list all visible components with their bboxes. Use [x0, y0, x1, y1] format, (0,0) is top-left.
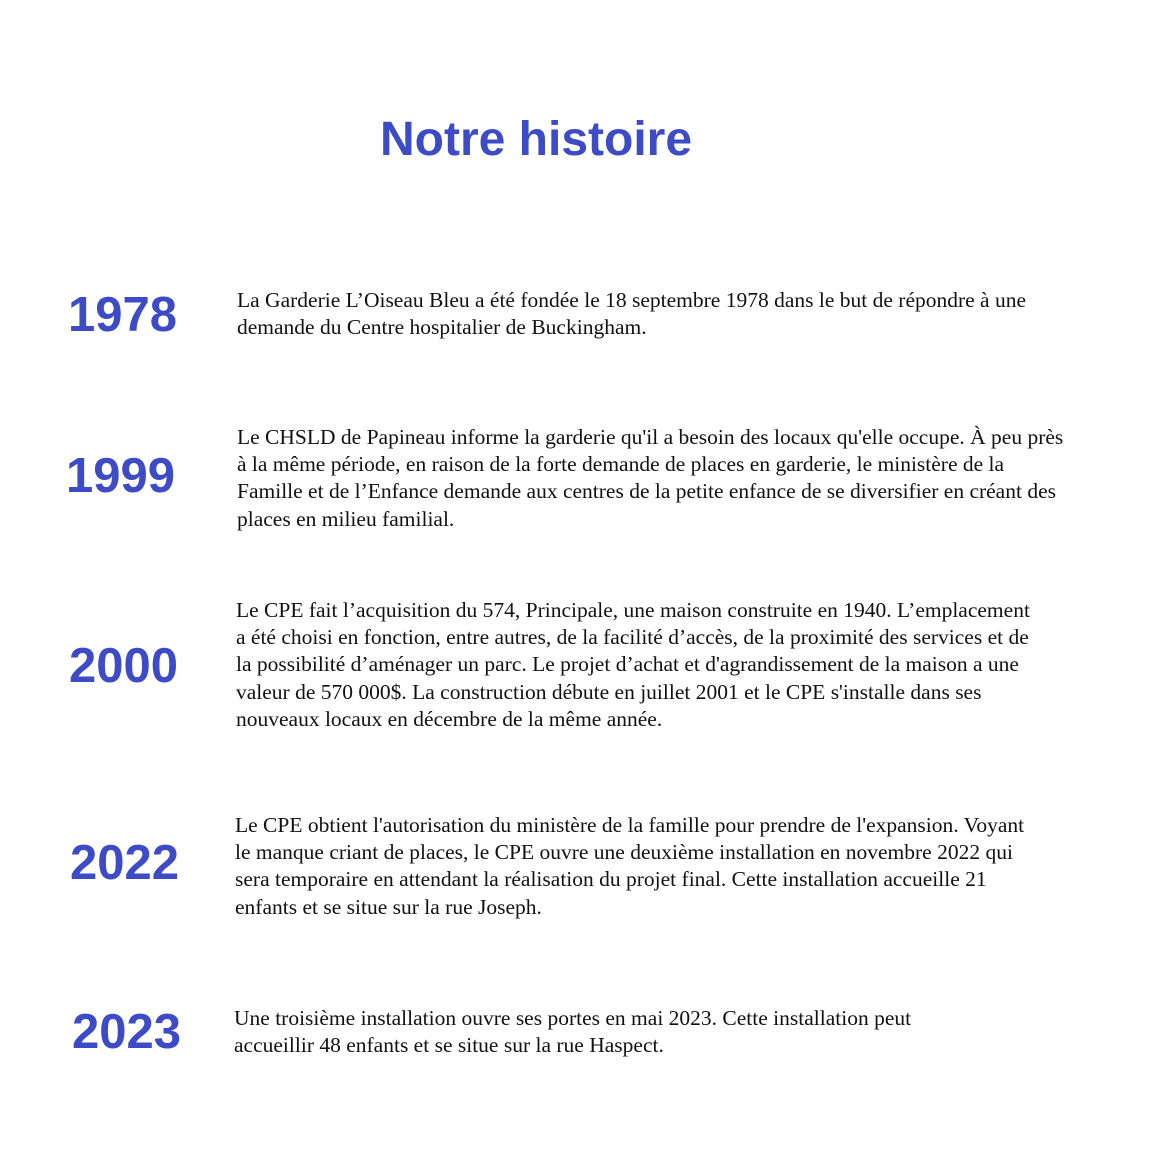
- timeline-year-2023: 2023: [72, 1005, 182, 1059]
- page-title: Notre histoire: [380, 113, 693, 166]
- timeline-year-2000: 2000: [69, 639, 179, 693]
- timeline-year-1978: 1978: [68, 288, 178, 342]
- timeline-text-2023: Une troisième installation ouvre ses portes en mai 2023. Cette installation peut accueillir 48 enfants et se situe sur la rue Haspect.: [234, 1006, 912, 1058]
- timeline-text-2022: Le CPE obtient l'autorisation du ministère de la famille pour prendre de l'expansion. Voyant le manque criant de places, le CPE ouvre une deuxième installation en novembre 2022 qui sera temporaire en attendant la réalisation du projet final. Cette installation accueille 21 enfants et se situe sur la rue Joseph.: [235, 813, 1025, 919]
- timeline-text-1999: Le CHSLD de Papineau informe la garderie qu'il a besoin des locaux qu'elle occupe. À peu près à la même période, en raison de la forte demande de places en garderie, le ministère de la Famille et de l’Enfance demande aux centres de la petite enfance de se diversifier en créant des places en milieu familial.: [237, 425, 1064, 531]
- timeline-year-1999: 1999: [66, 449, 176, 503]
- timeline-year-2022: 2022: [70, 836, 180, 890]
- timeline-text-1978: La Garderie L’Oiseau Bleu a été fondée le 18 septembre 1978 dans le but de répondre à une demande du Centre hospitalier de Buckingham.: [237, 288, 1027, 340]
- timeline-text-2000: Le CPE fait l’acquisition du 574, Principale, une maison construite en 1940. L’emplacement a été choisi en fonction, entre autres, de la facilité d’accès, de la proximité des services et de la possibilité d’aménager un parc. Le projet d’achat et d'agrandissement de la maison a une valeur de 570 000$. La construction débute en juillet 2001 et le CPE s'installe dans ses nouveaux locaux en décembre de la même année.: [236, 598, 1030, 731]
